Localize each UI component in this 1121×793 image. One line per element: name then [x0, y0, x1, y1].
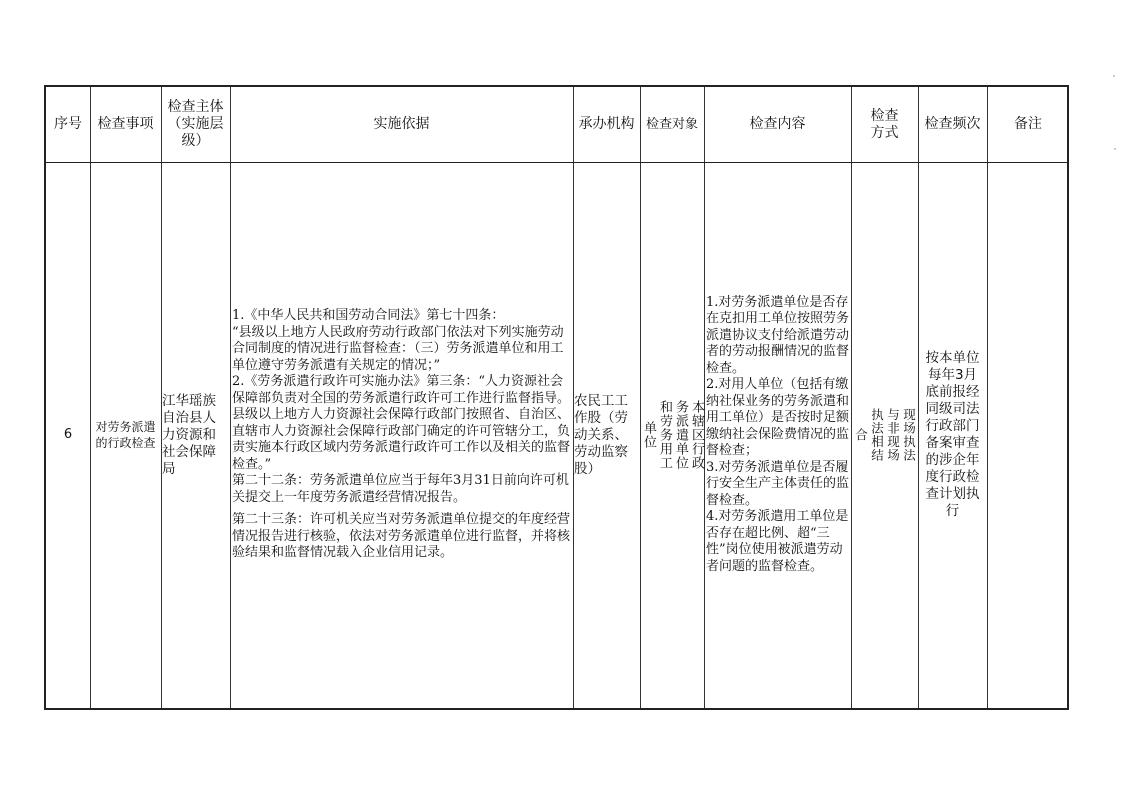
content-paragraph: 1.对劳务派遣单位是否存在克扣用工单位按照劳务派遣协议支付给派遣劳动者的劳动报酬情况的监督检查。 — [706, 294, 850, 376]
row-method: 现场执法 与非现场 执法相结 合 — [853, 408, 917, 462]
header-basis: 实施依据 — [373, 116, 430, 132]
row-seq: 6 — [63, 426, 73, 442]
row-content-cell — [706, 162, 850, 708]
header-seq: 序号 — [54, 116, 82, 132]
row-remarks — [987, 162, 1069, 708]
header-office: 承办机构 — [578, 116, 635, 132]
row-method-cell — [851, 162, 918, 708]
content-paragraph: 4.对劳务派遣用工单位是否存在超比例、超“三性”岗位使用被派遣劳动者问题的监督检查。 — [706, 509, 849, 574]
basis-paragraph: 2.《劳务派遣行政许可实施办法》第三条：“人力资源社会保障部负责对全国的劳务派遣行政许可工作进行监督指导。县级以上地方人力资源社会保障行政部门按照省、自治区、直辖市人力资源社会保障行政部门确定的许可管辖分工，负责实施本行政区域内劳务派遣行政许可工作以及相关的监督检查。” — [232, 374, 571, 472]
scan-speck — [1114, 148, 1116, 150]
row-frequency: 按本单位 每年3月 底前报经 同级司法 行政部门 备案审查 的涉企年 度行政检 查计划执 行 — [925, 350, 980, 519]
inspection-table — [44, 85, 1069, 710]
basis-paragraph: 第二十二条：劳务派遣单位应当于每年3月31日前向许可机关提交上一年度劳务派遣经营情况报告。 — [232, 473, 569, 505]
row-target: 本辖区行政 务派遣单位 和劳务用工 单位 — [641, 400, 704, 470]
row-subject: 江华瑶族 自治县人 力资源和 社会保障 局 — [162, 392, 216, 477]
header-method: 检查 方式 — [870, 107, 899, 141]
basis-paragraph: “县级以上地方人民政府劳动行政部门依法对下列实施劳动合同制度的情况进行监督检查：（三）劳务派遣单位和用工单位遵守劳务派遣有关规定的情况；” — [232, 324, 564, 373]
header-item: 检查事项 — [97, 116, 154, 132]
content-paragraph: 3.对劳务派遣单位是否履行安全生产主体责任的监督检查。 — [706, 459, 850, 508]
header-target: 检查对象 — [645, 117, 698, 132]
row-basis — [232, 308, 571, 562]
row-office: 农民工工 作股（劳 动关系、 劳动监察 股） — [574, 392, 628, 477]
header-frequency: 检查频次 — [924, 116, 981, 132]
row-basis-cell — [232, 162, 571, 708]
row-content — [706, 295, 850, 576]
content-paragraph: 2.对用人单位（包括有缴纳社保业务的劳务派遣和用工单位）是否按时足额缴纳社会保险费情况的监督检查； — [706, 377, 850, 459]
row-item: 对劳务派遣 的行政检查 — [95, 420, 156, 450]
header-subject: 检查主体 （实施层 级） — [167, 99, 224, 149]
basis-paragraph: 第二十三条：许可机关应当对劳务派遣单位提交的年度经营情况报告进行核验，依法对劳务派遣单位进行监督，并将核验结果和监督情况载入企业信用记录。 — [232, 512, 571, 561]
header-remarks: 备注 — [1014, 116, 1042, 132]
basis-paragraph: 1.《中华人民共和国劳动合同法》第七十四条： — [232, 308, 505, 324]
scan-speck — [1113, 75, 1115, 77]
header-content: 检查内容 — [749, 116, 806, 132]
row-target-cell — [640, 162, 704, 708]
